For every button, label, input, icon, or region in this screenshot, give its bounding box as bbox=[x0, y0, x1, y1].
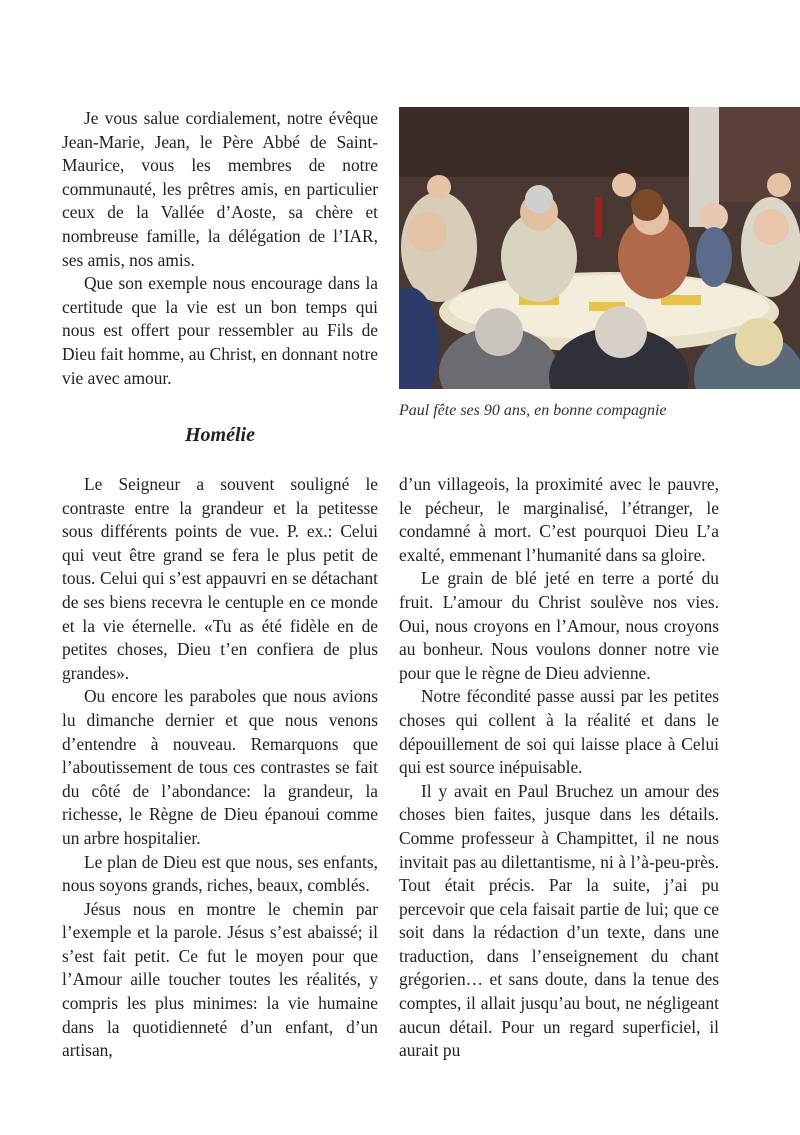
section-heading: Homélie bbox=[185, 424, 255, 446]
party-photo bbox=[399, 107, 800, 389]
intro-paragraph-1: Je vous salue cordialement, notre évêque Jean-Marie, Jean, le Père Abbé de Saint-Maurice, vous les membres de notre communauté, les prêtres amis, en particulier ceux de la Vallée d’Aoste, sa chère et nombreuse famille, la délégation de l’IAR, ses amis, nos amis. bbox=[62, 108, 378, 270]
homily-paragraph-3: Le plan de Dieu est que nous, ses enfants, nous soyons grands, riches, beaux, comblés. bbox=[62, 851, 378, 896]
party-photo-illustration bbox=[399, 107, 800, 389]
homily-paragraph-5: Le grain de blé jeté en terre a porté du fruit. L’amour du Christ soulève nos vies. Oui, nous croyons en l’Amour, nous croyons au bonheur. Nous voulons donner notre vie pour que le règne de Dieu advienne. bbox=[399, 568, 719, 683]
homily-left-column bbox=[62, 473, 378, 1063]
homily-paragraph-4-continued: d’un villageois, la proximité avec le pauvre, le pécheur, le marginalisé, l’étranger, le condamné à mort. C’est pourquoi Dieu L’a exalté, emmenant l’humanité dans sa gloire. bbox=[399, 474, 719, 565]
homily-right-column bbox=[399, 473, 719, 1063]
homily-paragraph-2: Ou encore les paraboles que nous avions lu dimanche dernier et que nous venons d’entendre à nouveau. Remarquons que l’aboutissement de tous ces contrastes se fait du côté de l’abondance: la grandeur, la richesse, le Règne de Dieu épanoui comme un arbre hospitalier. bbox=[62, 686, 378, 848]
intro-text bbox=[62, 107, 378, 390]
photo-caption: Paul fête ses 90 ans, en bonne compagnie bbox=[399, 402, 667, 419]
homily-paragraph-1: Le Seigneur a souvent souligné le contraste entre la grandeur et la petitesse sous différents points de vue. P. ex.: Celui qui veut être grand se fera le plus petit de tous. Celui qui s’est appauvri en se détachant de ses biens recevra le centuple en ce monde et la vie éternelle. «Tu as été fidèle en de petites choses, Dieu t’en confiera de plus grandes». bbox=[62, 474, 378, 683]
homily-paragraph-4: Jésus nous en montre le chemin par l’exemple et la parole. Jésus s’est abaissé; il s’est fait petit. Ce fut le moyen pour que l’Amour aille toucher toutes les réalités, y compris les plus minimes: la vie humaine dans la quotidienneté d’un enfant, d’un artisan, bbox=[62, 898, 378, 1061]
homily-paragraph-7: Il y avait en Paul Bruchez un amour des choses bien faites, jusque dans les détails. Comme professeur à Champittet, il ne nous invitait pas au dilettantisme, ni à l’à-peu-près. Tout était précis. Par la suite, j’ai pu percevoir que cela faisait partie de lui; que ce soit dans la rédaction d’un texte, dans une traduction, dans l’enseignement du chant grégorien… et sans doute, dans la tenue des comptes, il allait jusqu’au bout, ne négligeant aucun détail. Pour un regard superficiel, il aurait pu bbox=[399, 780, 719, 1061]
homily-paragraph-6: Notre fécondité passe aussi par les petites choses qui collent à la réalité et dans le dépouillement de soi qui laisse place à Celui qui est source inépuisable. bbox=[399, 686, 719, 778]
intro-paragraph-2: Que son exemple nous encourage dans la certitude que la vie est un bon temps qui nous est offert pour ressembler au Fils de Dieu fait homme, au Christ, en donnant notre vie avec amour. bbox=[62, 273, 378, 388]
